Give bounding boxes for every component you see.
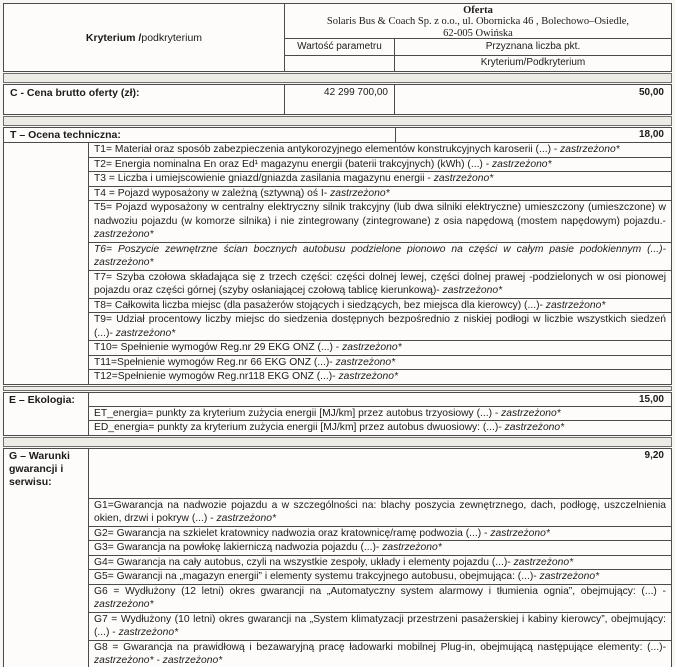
- section-warranty: [3, 448, 672, 667]
- table-row: G6 = Wydłużony (12 letni) okres gwarancji na „Automatyczny system alarmowy i tłumienia ognia”, obejmujący: (...) - zastrzeżono*: [89, 584, 671, 612]
- price-label: C - Cena brutto oferty (zł):: [4, 85, 285, 114]
- offer-address-line1: Solaris Bus & Coach Sp. z o.o., ul. Obornicka 46 , Bolechowo–Osiedle,: [326, 16, 630, 28]
- subheader-row: [285, 39, 671, 56]
- offer-title: Oferta: [463, 5, 493, 16]
- price-criterion-row: [3, 84, 672, 115]
- table-row: T7= Szyba czołowa składająca się z trzech części: części dolnej lewej, części dolnej prawej -podzielonych w osi pionowej pojazdu oraz części górnej (szyby osłaniającej czołową tablicę kierunkową)- zastrzeżono*: [89, 270, 671, 298]
- table-row: G8 = Gwarancja na prawidłową i bezawaryjną pracę ładowarki mobilnej Plug-in, obejmującą następujące elementy: (...)- zastrzeżono* - zastrzeżono*: [89, 640, 671, 667]
- section-technical-header: [4, 128, 671, 143]
- table-row: G5= Gwarancji na „magazyn energii” i elementy systemu trakcyjnego autobusu, obejmująca: (...)- zastrzeżono*: [89, 569, 671, 584]
- table-row: T3 = Liczba i umiejscowienie gniazd/gniazda zasilania magazynu energii - zastrzeżono*: [89, 171, 671, 186]
- price-points: 50,00: [638, 87, 664, 98]
- section-label: T – Ocena techniczna:: [10, 129, 121, 141]
- section-points: 9,20: [89, 449, 671, 499]
- offer-address-line2: 62-005 Owińska: [443, 27, 513, 39]
- table-row: T6= Poszycie zewnętrzne ścian bocznych autobusu podzielone pionowo na części w całym pasie podokiennym (...)- zastrzeżono*: [89, 242, 671, 270]
- table-row: T11=Spełnienie wymogów Reg.nr 66 EKG ONZ (...)- zastrzeżono*: [89, 355, 671, 370]
- section-points: 15,00: [89, 393, 671, 407]
- section-warranty-body: [88, 449, 671, 667]
- table-row: G7 = Wydłużony (10 letni) okres gwarancji na „System klimatyzacji przestrzeni pasażerskiej i kabiny kierowcy”, obejmujący: (...) - zastrzeżono*: [89, 612, 671, 640]
- separator-row: [3, 386, 672, 391]
- table-row: G2= Gwarancja na szkielet kratownicy nadwozia oraz kratownicę/ramę podwozia (...) - zastrzeżono*: [89, 526, 671, 541]
- table-row: T4 = Pojazd wyposażony w zależną (sztywną) oś I- zastrzeżono*: [89, 186, 671, 201]
- price-param-value: 42 299 700,00: [285, 85, 395, 114]
- table-row: T2= Energia nominalna En oraz Ed¹ magazynu energii (baterii trakcyjnych) (kWh) (...) - zastrzeżono*: [89, 157, 671, 172]
- criterion-header-regular: podkryterium: [141, 31, 203, 44]
- table-row: ED_energia= punkty za kryterium zużycia energii [MJ/km] przez autobus dwuosiowy: (...)- zastrzeżono*: [89, 420, 671, 435]
- empty-header-cell: [285, 56, 395, 71]
- table-row: G4= Gwarancja na cały autobus, czyli na wszystkie zespoły, układy i elementy pojazdu (...)- zastrzeżono*: [89, 555, 671, 570]
- section-ecology-body: [88, 393, 671, 435]
- table-row: T8= Całkowita liczba miejsc (dla pasażerów stojących i siedzących, bez miejsca dla kierowcy) (...)- zastrzeżono*: [89, 298, 671, 313]
- section-label: E – Ekologia:: [9, 393, 75, 406]
- section-ecology: [3, 392, 672, 436]
- table-row: T12=Spełnienie wymogów Reg.nr118 EKG ONZ (...)- zastrzeżono*: [89, 369, 671, 384]
- table-row: ET_energia= punkty za kryterium zużycia energii [MJ/km] przez autobus trzyosiowy (...) - zastrzeżono*: [94, 407, 561, 419]
- separator-row: [3, 437, 672, 447]
- table-row: G1=Gwarancja na nadwozie pojazdu a w szczególności na: blachy poszycia zewnętrznego, dach, podłogę, uszczelnienia okien, drzwi i pokryw (...) - zastrzeżono*: [94, 499, 666, 524]
- section-rows: [88, 143, 671, 384]
- table-row: T9= Udział procentowy liczby miejsc do siedzenia dostępnych bezpośrednio z niskiej podłogi w liczbie wszystkich siedzeń (...)- zastrzeżono*: [89, 312, 671, 340]
- param-value-header: Wartość parametru: [285, 39, 395, 55]
- table-header: [3, 3, 672, 72]
- table-row: T5= Pojazd wyposażony w centralny elektryczny silnik trakcyjny (lub dwa silniki elektryczne) umieszczony (umieszczone) w nadwoziu pojazdu (w komorze silnika) i nie zintegrowany (zintegrowane) z osia napędową (mostem napędowym) pojazdu.- zastrzeżono*: [89, 200, 671, 242]
- table-row: G3= Gwarancja na powłokę lakierniczą nadwozia pojazdu (...)- zastrzeżono*: [89, 540, 671, 555]
- separator-row: [3, 116, 672, 126]
- section-technical: [3, 127, 672, 385]
- criterion-header-bold: Kryterium /: [85, 31, 142, 44]
- table-row: T10= Spełnienie wymogów Reg.nr 29 EKG ONZ (...) - zastrzeżono*: [89, 340, 671, 355]
- points-subheader: Kryterium/Podkryterium: [480, 57, 586, 68]
- points-header: Przyznana liczba pkt.: [485, 41, 581, 52]
- offer-header-column: [285, 4, 671, 71]
- section-rows: [89, 499, 671, 667]
- offer-header-cell: [285, 4, 671, 39]
- criterion-header-cell: [4, 4, 285, 71]
- separator-row: [3, 73, 672, 83]
- table-row: T1= Materiał oraz sposób zabezpieczenia antykorozyjnego elementów konstrukcyjnych karoserii (...) - zastrzeżono*: [94, 144, 620, 155]
- subheader-row2: [285, 56, 671, 71]
- section-label: G – Warunki gwarancji i serwisu:: [9, 449, 70, 488]
- section-points: 18,00: [395, 128, 671, 142]
- section-rows: [89, 407, 671, 435]
